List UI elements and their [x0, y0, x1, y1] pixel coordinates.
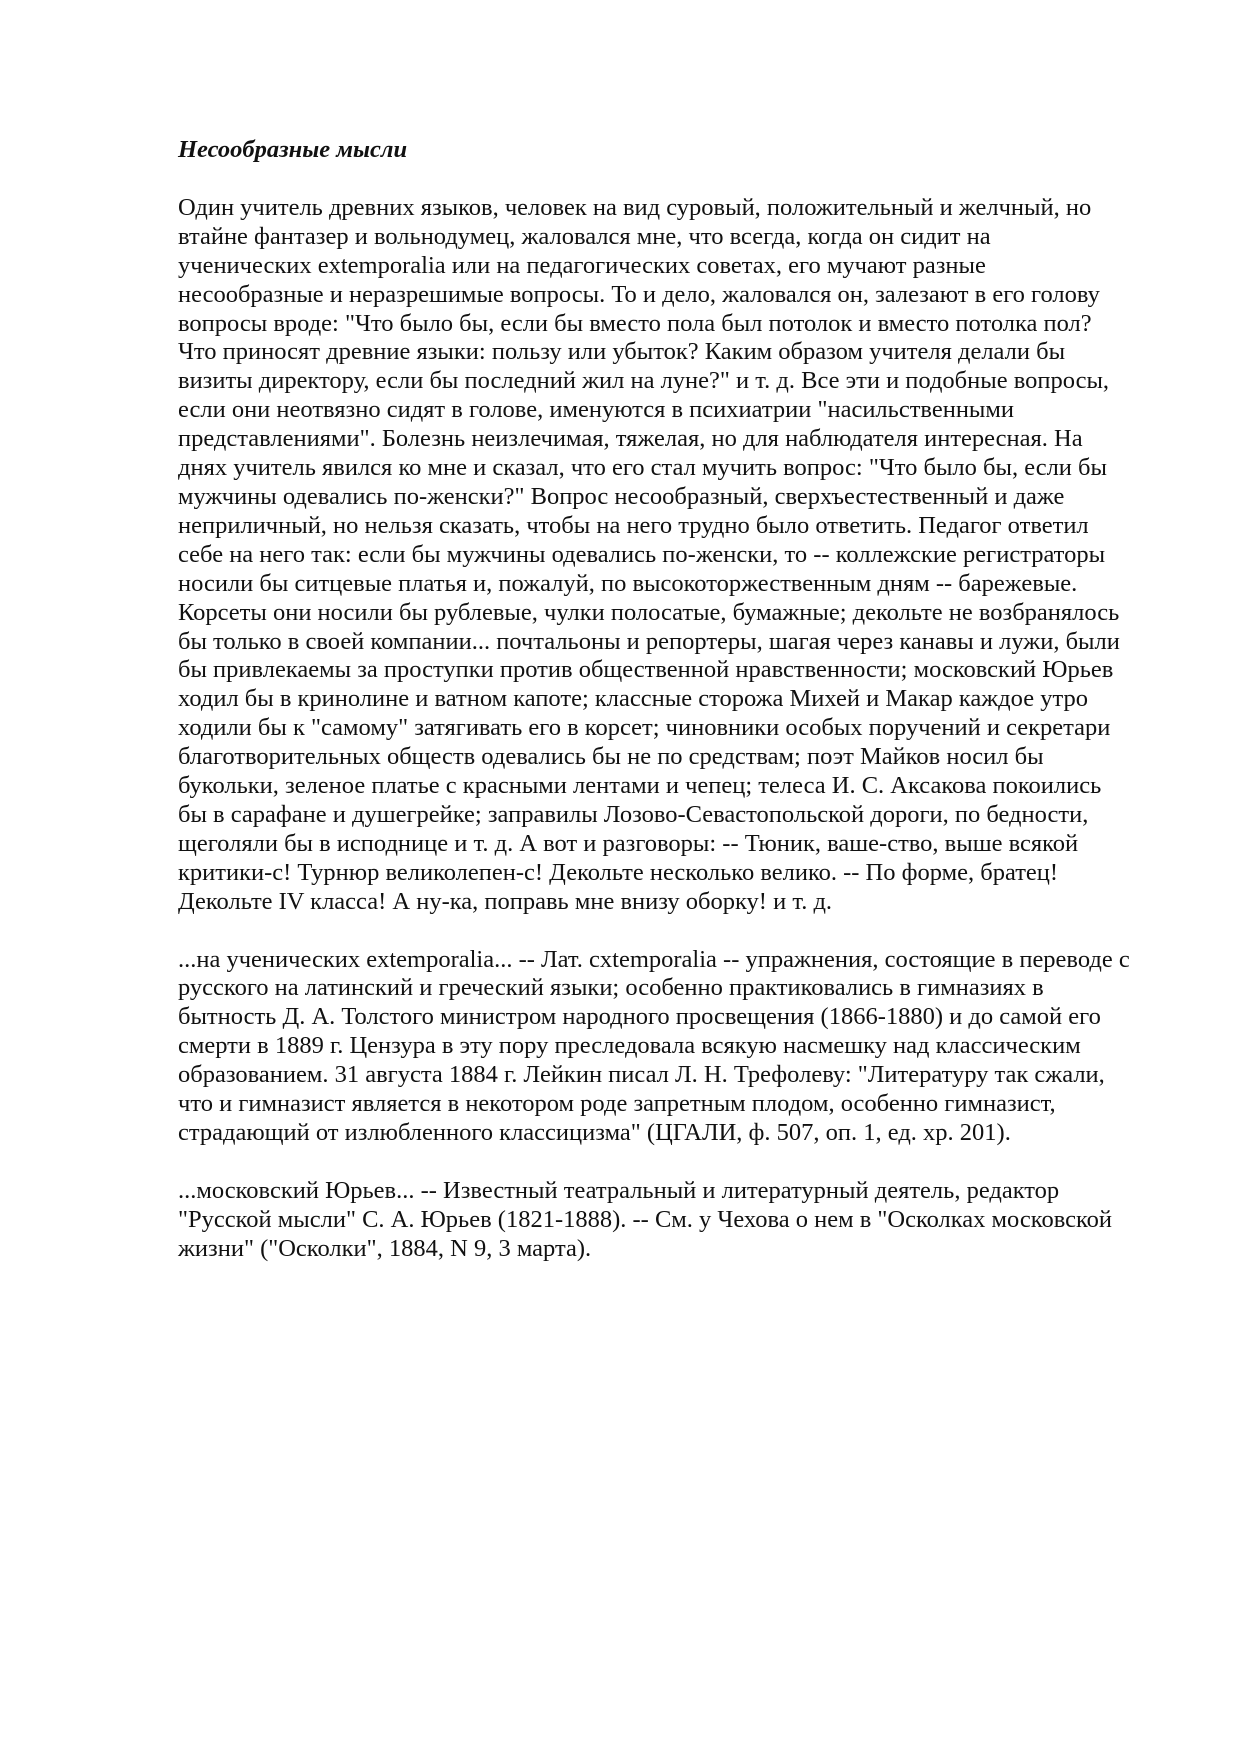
text-line: себе на него так: если бы мужчины одевались по-женски, то -- коллежские регистраторы [178, 540, 1106, 568]
text-line: бы в сарафане и душегрейке; заправилы Лозово-Севастопольской дороги, по бедности, [178, 800, 1089, 828]
text-line: бытность Д. А. Толстого министром народного просвещения (1866-1880) и до самой его [178, 1003, 1101, 1031]
text-line: Что приносят древние языки: пользу или убыток? Каким образом учителя делали бы [178, 338, 1066, 366]
text-line: страдающий от излюбленного классицизма" (ЦГАЛИ, ф. 507, оп. 1, ед. хр. 201). [178, 1119, 1011, 1146]
text-line: что и гимназист является в некотором роде запретным плодом, особенно гимназист, [178, 1090, 1056, 1118]
text-line: если они неотвязно сидят в голове, именуются в психиатрии "насильственными [178, 396, 1015, 424]
text-line: бы только в своей компании... почтальоны и репортеры, шагая через канавы и лужи, были [178, 627, 1120, 655]
text-line: "Русской мысли" С. А. Юрьев (1821-1888). -- См. у Чехова о нем в "Осколках московской [178, 1205, 1113, 1233]
text-line: Один учитель древних языков, человек на вид суровый, положительный и желчный, но [178, 193, 1092, 221]
text-line: ходили бы к "самому" затягивать его в корсет; чиновники особых поручений и секретари [178, 714, 1111, 742]
document-body [178, 194, 1168, 1264]
text-line: букольки, зеленое платье с красными лентами и чепец; телеса И. С. Аксакова покоились [178, 772, 1102, 800]
text-line: бы привлекаемы за проступки против общественной нравственности; московский Юрьев [178, 656, 1114, 684]
text-line: мужчины одевались по-женски?" Вопрос несообразный, сверхъестественный и даже [178, 482, 1065, 510]
text-line: несообразные и неразрешимые вопросы. То и дело, жаловался он, залезают в его голову [178, 280, 1100, 308]
text-line: критики-с! Турнюр великолепен-с! Декольте несколько велико. -- По форме, братец! [178, 858, 1059, 886]
paragraph [178, 946, 1168, 1148]
paragraph [178, 1177, 1168, 1264]
text-line: ходил бы в кринолине и ватном капоте; классные сторожа Михей и Макар каждое утро [178, 685, 1088, 713]
text-line: ...московский Юрьев... -- Известный театральный и литературный деятель, редактор [178, 1176, 1060, 1204]
text-line: ...на ученических extemporalia... -- Лат. cxtemporalia -- упражнения, состоящие в переводе с [178, 945, 1130, 973]
text-line: образованием. 31 августа 1884 г. Лейкин писал Л. Н. Трефолеву: "Литературу так сжали, [178, 1061, 1105, 1089]
text-line: русского на латинский и греческий языки; особенно практиковались в гимназиях в [178, 974, 1044, 1002]
text-line: жизни" ("Осколки", 1884, N 9, 3 марта). [178, 1234, 592, 1262]
text-line: смерти в 1889 г. Цензура в эту пору преследовала всякую насмешку над классическим [178, 1032, 1081, 1060]
text-line: днях учитель явился ко мне и сказал, что его стал мучить вопрос: "Что было бы, если бы [178, 454, 1107, 482]
document-title: Несообразные мысли [178, 136, 408, 163]
text-line: вопросы вроде: "Что было бы, если бы вместо пола был потолок и вместо потолка пол? [178, 309, 1092, 337]
text-line: втайне фантазер и вольнодумец, жаловался мне, что всегда, когда он сидит на [178, 222, 991, 250]
text-line: Декольте IV класса! А ну-ка, поправь мне внизу оборку! и т. д. [178, 887, 833, 915]
paragraph [178, 194, 1168, 917]
text-line: ученических extemporalia или на педагогических советах, его мучают разные [178, 251, 986, 279]
document-page [178, 136, 1168, 1264]
text-line: неприличный, но нельзя сказать, чтобы на него трудно было ответить. Педагог ответил [178, 511, 1089, 539]
text-line: носили бы ситцевые платья и, пожалуй, по высокоторжественным дням -- барежевые. [178, 569, 1078, 597]
text-line: представлениями". Болезнь неизлечимая, тяжелая, но для наблюдателя интересная. На [178, 425, 1083, 453]
text-line: Корсеты они носили бы рублевые, чулки полосатые, бумажные; декольте не возбранялось [178, 598, 1120, 626]
text-line: визиты директору, если бы последний жил на луне?" и т. д. Все эти и подобные вопросы, [178, 367, 1110, 395]
text-line: благотворительных обществ одевались бы не по средствам; поэт Майков носил бы [178, 743, 1044, 771]
text-line: щеголяли бы в исподнице и т. д. А вот и разговоры: -- Тюник, ваше-ство, выше всякой [178, 829, 1079, 857]
